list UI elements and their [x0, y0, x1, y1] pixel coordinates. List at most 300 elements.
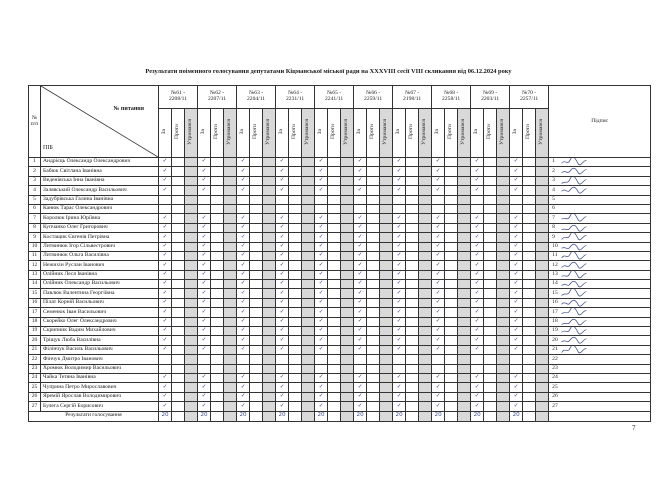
vote-for-cell: [315, 308, 328, 317]
vote-against-cell: [328, 336, 341, 345]
vote-abstain-cell: [497, 242, 510, 251]
vote-check-mark: ✓: [435, 214, 441, 221]
vote-abstain-cell: [458, 345, 471, 354]
vote-for-cell: [354, 261, 367, 270]
vote-abstain-cell: [458, 364, 471, 373]
vote-against-cell: [172, 280, 185, 289]
vote-for-cell: [393, 270, 406, 279]
deputy-row: [29, 195, 651, 204]
vote-against-cell: [523, 186, 536, 195]
vote-for-cell: [315, 317, 328, 326]
signature-cell: [549, 392, 651, 401]
vote-abstain-cell: [302, 317, 315, 326]
agenda-item-code: 2198/11: [403, 96, 422, 102]
vote-against-cell: [484, 195, 497, 204]
vote-against-cell: [406, 317, 419, 326]
vote-for-cell: [354, 355, 367, 364]
vote-check-mark: ✓: [357, 233, 363, 240]
deputy-row: [29, 158, 651, 167]
vote-against-cell: [211, 176, 224, 185]
vote-against-cell: [172, 289, 185, 298]
vote-check-mark: ✓: [201, 177, 207, 184]
agenda-item-header: [510, 86, 549, 109]
deputy-name: Фінчук Дмитро Іванович: [41, 355, 159, 364]
handwritten-signature: [561, 223, 587, 232]
totals-row: [29, 411, 651, 421]
vote-against-cell: [367, 383, 380, 392]
signature-number: 15: [552, 289, 558, 296]
vote-against-header: [172, 109, 185, 158]
vote-for-cell: [432, 308, 445, 317]
vote-for-cell: [393, 280, 406, 289]
vote-abstain-cell: [497, 195, 510, 204]
total-abstain-value: [458, 411, 471, 421]
vote-for-header: [315, 109, 328, 158]
vote-for-cell: [510, 261, 523, 270]
vote-for-cell: [315, 289, 328, 298]
vote-abstain-cell: [536, 317, 549, 326]
vote-abstain-cell: [185, 298, 198, 307]
vote-for-cell: [237, 364, 250, 373]
vote-against-cell: [328, 355, 341, 364]
vote-type-label: Утримався: [538, 118, 545, 145]
deputy-name: Пілат Корній Васильович: [41, 298, 159, 307]
vote-against-cell: [484, 289, 497, 298]
vote-against-header: [328, 109, 341, 158]
vote-for-cell: [471, 355, 484, 364]
vote-check-mark: ✓: [435, 280, 441, 287]
vote-for-cell: [471, 251, 484, 260]
signature-cell: [549, 308, 651, 317]
total-for-value: 20: [432, 411, 445, 421]
totals-signature-cell: [549, 411, 651, 421]
vote-check-mark: ✓: [357, 336, 363, 343]
deputy-row: [29, 270, 651, 279]
vote-check-mark: ✓: [318, 327, 324, 334]
vote-check-mark: ✓: [396, 242, 402, 249]
deputy-name: Олійник Олександр Васильович: [41, 280, 159, 289]
vote-for-cell: [237, 392, 250, 401]
vote-for-cell: [471, 261, 484, 270]
vote-check-mark: ✓: [240, 233, 246, 240]
deputy-name: Канюк Тарас Олександрович: [41, 204, 159, 213]
vote-against-cell: [367, 355, 380, 364]
totals-label: Результати голосування: [29, 411, 159, 421]
vote-for-cell: [432, 195, 445, 204]
vote-against-cell: [211, 214, 224, 223]
vote-for-cell: [198, 289, 211, 298]
vote-for-cell: [510, 383, 523, 392]
vote-against-cell: [211, 251, 224, 260]
vote-abstain-cell: [341, 158, 354, 167]
vote-for-cell: [198, 364, 211, 373]
vote-for-cell: [510, 270, 523, 279]
vote-abstain-header: [380, 109, 393, 158]
vote-abstain-cell: [458, 280, 471, 289]
vote-check-mark: ✓: [201, 318, 207, 325]
vote-against-cell: [250, 176, 263, 185]
vote-against-cell: [172, 345, 185, 354]
vote-against-cell: [289, 223, 302, 232]
vote-check-mark: ✓: [279, 233, 285, 240]
vote-abstain-cell: [458, 186, 471, 195]
vote-against-cell: [406, 195, 419, 204]
vote-for-cell: [237, 327, 250, 336]
vote-against-cell: [523, 327, 536, 336]
vote-against-cell: [172, 373, 185, 382]
vote-for-cell: [198, 233, 211, 242]
vote-abstain-cell: [536, 270, 549, 279]
total-abstain-value: [536, 411, 549, 421]
vote-abstain-cell: [224, 392, 237, 401]
vote-for-cell: [276, 355, 289, 364]
signature-cell: [549, 167, 651, 176]
vote-for-cell: [354, 336, 367, 345]
vote-for-cell: [393, 242, 406, 251]
vote-abstain-cell: [380, 176, 393, 185]
vote-for-cell: [432, 345, 445, 354]
vote-against-header: [406, 109, 419, 158]
deputy-number: 19: [29, 327, 41, 336]
vote-against-cell: [523, 402, 536, 411]
vote-against-cell: [328, 204, 341, 213]
deputy-row: [29, 167, 651, 176]
vote-against-cell: [406, 251, 419, 260]
vote-for-header: [393, 109, 406, 158]
vote-against-cell: [328, 195, 341, 204]
vote-for-cell: [432, 223, 445, 232]
signature-cell: [549, 176, 651, 185]
vote-against-cell: [289, 176, 302, 185]
vote-against-cell: [406, 383, 419, 392]
vote-against-cell: [328, 392, 341, 401]
vote-for-cell: [237, 158, 250, 167]
vote-check-mark: ✓: [435, 233, 441, 240]
vote-abstain-cell: [224, 355, 237, 364]
vote-for-cell: [354, 214, 367, 223]
vote-abstain-cell: [380, 186, 393, 195]
vote-against-cell: [289, 345, 302, 354]
vote-for-cell: [237, 336, 250, 345]
vote-for-cell: [159, 345, 172, 354]
vote-for-cell: [198, 308, 211, 317]
total-against-value: [328, 411, 341, 421]
vote-abstain-cell: [497, 233, 510, 242]
vote-against-cell: [172, 186, 185, 195]
total-against-value: [367, 411, 380, 421]
vote-abstain-cell: [224, 214, 237, 223]
signature-number: 12: [552, 261, 558, 268]
vote-against-cell: [172, 176, 185, 185]
vote-check-mark: ✓: [318, 261, 324, 268]
vote-check-mark: ✓: [279, 177, 285, 184]
vote-abstain-cell: [341, 186, 354, 195]
vote-against-cell: [445, 167, 458, 176]
vote-check-mark: ✓: [318, 299, 324, 306]
vote-abstain-cell: [458, 167, 471, 176]
vote-against-cell: [289, 204, 302, 213]
vote-against-cell: [523, 317, 536, 326]
vote-abstain-cell: [263, 167, 276, 176]
deputy-row: [29, 233, 651, 242]
vote-abstain-cell: [536, 383, 549, 392]
vote-check-mark: ✓: [279, 393, 285, 400]
vote-for-cell: [510, 214, 523, 223]
vote-abstain-cell: [341, 176, 354, 185]
vote-abstain-cell: [341, 355, 354, 364]
vote-abstain-cell: [185, 158, 198, 167]
vote-type-label: За: [278, 129, 285, 135]
deputy-name: Скорейко Олег Олександрович: [41, 317, 159, 326]
vote-against-cell: [172, 261, 185, 270]
deputy-number: 4: [29, 186, 41, 195]
vote-abstain-header: [419, 109, 432, 158]
vote-for-header: [471, 109, 484, 158]
vote-check-mark: ✓: [513, 261, 519, 268]
vote-check-mark: ✓: [318, 167, 324, 174]
deputy-row: [29, 242, 651, 251]
deputy-row: [29, 373, 651, 382]
vote-check-mark: ✓: [240, 177, 246, 184]
vote-against-cell: [523, 392, 536, 401]
vote-against-cell: [445, 223, 458, 232]
vote-for-cell: [237, 214, 250, 223]
vote-against-cell: [211, 364, 224, 373]
signature-cell: [549, 186, 651, 195]
vote-against-cell: [250, 167, 263, 176]
vote-abstain-cell: [380, 373, 393, 382]
vote-abstain-cell: [341, 233, 354, 242]
vote-check-mark: ✓: [240, 383, 246, 390]
vote-check-mark: ✓: [279, 252, 285, 259]
vote-for-cell: [393, 223, 406, 232]
vote-abstain-cell: [497, 186, 510, 195]
vote-for-cell: [276, 195, 289, 204]
vote-check-mark: ✓: [318, 177, 324, 184]
vote-against-cell: [367, 270, 380, 279]
vote-abstain-cell: [302, 373, 315, 382]
vote-against-cell: [484, 298, 497, 307]
vote-abstain-cell: [341, 223, 354, 232]
vote-abstain-cell: [497, 298, 510, 307]
vote-for-cell: [198, 251, 211, 260]
vote-for-cell: [315, 158, 328, 167]
vote-against-cell: [328, 317, 341, 326]
vote-abstain-cell: [458, 317, 471, 326]
vote-abstain-cell: [380, 392, 393, 401]
vote-against-cell: [289, 308, 302, 317]
vote-against-cell: [250, 242, 263, 251]
vote-against-cell: [406, 176, 419, 185]
vote-abstain-cell: [380, 336, 393, 345]
deputy-row: [29, 402, 651, 411]
vote-against-cell: [367, 261, 380, 270]
vote-check-mark: ✓: [396, 224, 402, 231]
vote-against-cell: [484, 158, 497, 167]
vote-abstain-cell: [224, 289, 237, 298]
vote-abstain-cell: [341, 270, 354, 279]
vote-for-cell: [237, 176, 250, 185]
vote-abstain-cell: [341, 364, 354, 373]
total-for-value: 20: [237, 411, 250, 421]
vote-against-cell: [328, 383, 341, 392]
vote-for-cell: [159, 223, 172, 232]
vote-check-mark: ✓: [318, 289, 324, 296]
vote-against-cell: [484, 402, 497, 411]
vote-for-cell: [471, 158, 484, 167]
vote-abstain-header: [185, 109, 198, 158]
vote-check-mark: ✓: [318, 271, 324, 278]
vote-against-cell: [484, 261, 497, 270]
vote-check-mark: ✓: [318, 393, 324, 400]
vote-against-cell: [211, 242, 224, 251]
vote-for-cell: [159, 167, 172, 176]
vote-abstain-cell: [497, 158, 510, 167]
vote-abstain-cell: [185, 280, 198, 289]
vote-type-label: Утримався: [343, 118, 350, 145]
vote-for-cell: [354, 289, 367, 298]
vote-for-cell: [432, 392, 445, 401]
vote-check-mark: ✓: [357, 167, 363, 174]
vote-check-mark: ✓: [396, 308, 402, 315]
vote-for-cell: [510, 251, 523, 260]
vote-abstain-cell: [341, 280, 354, 289]
vote-against-cell: [523, 158, 536, 167]
vote-for-cell: [276, 317, 289, 326]
vote-check-mark: ✓: [435, 402, 441, 409]
vote-against-cell: [445, 214, 458, 223]
vote-against-cell: [367, 308, 380, 317]
vote-check-mark: ✓: [435, 346, 441, 353]
vote-check-mark: ✓: [240, 167, 246, 174]
vote-abstain-cell: [302, 364, 315, 373]
deputy-row: [29, 251, 651, 260]
vote-abstain-cell: [380, 261, 393, 270]
deputy-name: Бабюк Світлана Іванівна: [41, 167, 159, 176]
vote-for-cell: [354, 158, 367, 167]
vote-check-mark: ✓: [240, 346, 246, 353]
vote-abstain-cell: [302, 336, 315, 345]
agenda-item-code: 2203/11: [481, 96, 500, 102]
vote-abstain-header: [341, 109, 354, 158]
vote-for-cell: [198, 167, 211, 176]
vote-against-cell: [328, 298, 341, 307]
vote-for-cell: [393, 345, 406, 354]
vote-check-mark: ✓: [357, 252, 363, 259]
vote-for-cell: [393, 317, 406, 326]
vote-against-cell: [367, 392, 380, 401]
vote-abstain-cell: [536, 195, 549, 204]
vote-abstain-cell: [341, 383, 354, 392]
vote-against-cell: [250, 214, 263, 223]
vote-check-mark: ✓: [435, 242, 441, 249]
vote-check-mark: ✓: [279, 318, 285, 325]
vote-check-mark: ✓: [279, 327, 285, 334]
vote-against-cell: [328, 364, 341, 373]
vote-check-mark: ✓: [474, 261, 480, 268]
vote-check-mark: ✓: [357, 177, 363, 184]
vote-abstain-cell: [185, 317, 198, 326]
vote-abstain-cell: [419, 233, 432, 242]
vote-check-mark: ✓: [513, 289, 519, 296]
signature-number: 22: [552, 355, 558, 362]
deputy-number: 2: [29, 167, 41, 176]
vote-against-cell: [289, 158, 302, 167]
vote-against-cell: [172, 251, 185, 260]
vote-against-cell: [172, 308, 185, 317]
vote-check-mark: ✓: [201, 214, 207, 221]
vote-abstain-cell: [458, 289, 471, 298]
vote-abstain-cell: [536, 327, 549, 336]
vote-against-cell: [523, 233, 536, 242]
vote-abstain-cell: [263, 392, 276, 401]
vote-check-mark: ✓: [279, 158, 285, 165]
vote-abstain-cell: [185, 327, 198, 336]
vote-against-cell: [484, 280, 497, 289]
vote-check-mark: ✓: [513, 383, 519, 390]
vote-against-cell: [250, 270, 263, 279]
vote-abstain-cell: [224, 336, 237, 345]
vote-against-cell: [367, 336, 380, 345]
vote-type-label: За: [434, 129, 441, 135]
deputy-number: 26: [29, 392, 41, 401]
handwritten-signature: [561, 298, 587, 307]
vote-check-mark: ✓: [513, 252, 519, 259]
agenda-item-number: №70 -: [522, 90, 537, 97]
vote-abstain-cell: [185, 195, 198, 204]
vote-for-cell: [276, 214, 289, 223]
vote-abstain-cell: [185, 345, 198, 354]
vote-check-mark: ✓: [357, 299, 363, 306]
agenda-item-header: [471, 86, 510, 109]
vote-abstain-cell: [419, 280, 432, 289]
vote-against-cell: [445, 355, 458, 364]
vote-abstain-cell: [536, 204, 549, 213]
vote-abstain-cell: [380, 158, 393, 167]
vote-against-cell: [484, 270, 497, 279]
vote-abstain-cell: [458, 233, 471, 242]
vote-for-cell: [393, 176, 406, 185]
vote-against-cell: [484, 251, 497, 260]
vote-for-cell: [159, 308, 172, 317]
vote-abstain-cell: [302, 392, 315, 401]
deputy-number: 12: [29, 261, 41, 270]
vote-for-cell: [315, 327, 328, 336]
signature-number: 13: [552, 271, 558, 278]
vote-against-cell: [172, 392, 185, 401]
vote-for-cell: [510, 204, 523, 213]
vote-for-cell: [315, 373, 328, 382]
handwritten-signature: [561, 186, 587, 195]
vote-check-mark: ✓: [396, 327, 402, 334]
vote-check-mark: ✓: [435, 393, 441, 400]
signature-number: 3: [552, 177, 555, 184]
vote-for-cell: [471, 345, 484, 354]
vote-check-mark: ✓: [396, 289, 402, 296]
vote-for-cell: [510, 280, 523, 289]
vote-against-cell: [172, 223, 185, 232]
deputy-number: 18: [29, 317, 41, 326]
vote-for-cell: [159, 242, 172, 251]
handwritten-signature: [561, 317, 587, 326]
vote-check-mark: ✓: [240, 308, 246, 315]
vote-for-cell: [354, 223, 367, 232]
vote-against-cell: [445, 233, 458, 242]
vote-abstain-cell: [419, 355, 432, 364]
vote-check-mark: ✓: [435, 271, 441, 278]
vote-abstain-cell: [419, 308, 432, 317]
vote-for-cell: [393, 383, 406, 392]
